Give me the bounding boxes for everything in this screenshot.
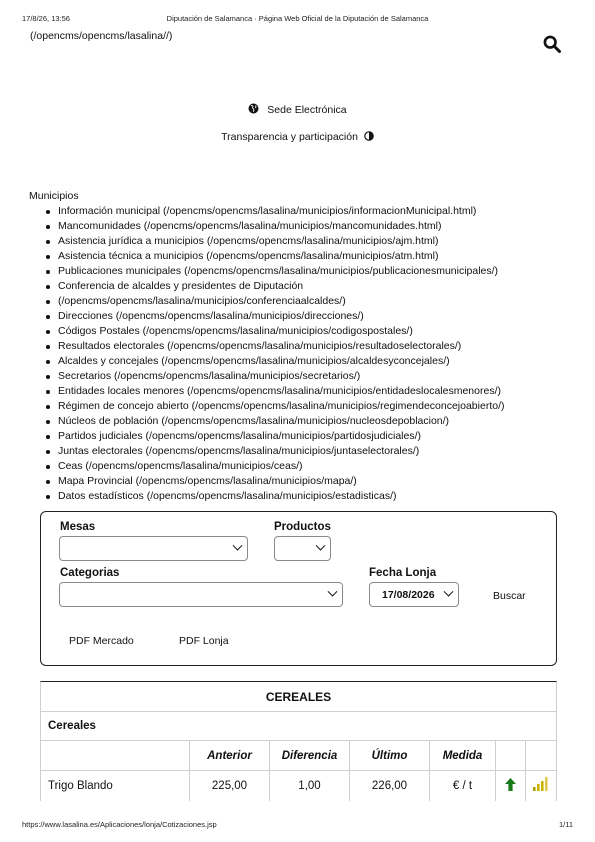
search-button[interactable] bbox=[543, 35, 561, 53]
chevron-down-icon bbox=[444, 587, 454, 597]
menu-item[interactable]: Conferencia de alcaldes y presidentes de Diputación bbox=[58, 279, 578, 294]
table-row bbox=[41, 771, 556, 801]
fecha-lonja-label: Fecha Lonja bbox=[369, 567, 437, 579]
menu-item[interactable]: Códigos Postales (/opencms/opencms/lasalina/municipios/codigospostales/) bbox=[58, 324, 578, 339]
ultimo-value: 226,00 bbox=[349, 771, 429, 801]
print-title: Diputación de Salamanca · Página Web Oficial de la Diputación de Salamanca bbox=[166, 14, 429, 23]
col-header-ultimo: Último bbox=[349, 741, 429, 771]
productos-label: Productos bbox=[274, 521, 331, 533]
menu-item[interactable]: Secretarios (/opencms/opencms/lasalina/municipios/secretarios/) bbox=[58, 369, 578, 384]
bar-chart-icon[interactable] bbox=[533, 777, 549, 791]
print-url: https://www.lasalina.es/Aplicaciones/lonja/Cotizaciones.jsp bbox=[22, 820, 217, 829]
transparencia-label: Transparencia y participación bbox=[221, 131, 358, 143]
menu-item[interactable]: Publicaciones municipales (/opencms/opencms/lasalina/municipios/publicacionesmunicipales/) bbox=[58, 264, 578, 279]
anterior-value: 225,00 bbox=[189, 771, 269, 801]
print-header bbox=[22, 14, 573, 26]
print-footer bbox=[22, 820, 573, 832]
print-date: 17/8/26, 13:56 bbox=[22, 14, 70, 23]
menu-item[interactable]: Datos estadísticos (/opencms/opencms/lasalina/municipios/estadisticas/) bbox=[58, 489, 578, 504]
menu-item[interactable]: Mancomunidades (/opencms/opencms/lasalina/municipios/mancomunidades.html) bbox=[58, 219, 578, 234]
menu-item-continuation[interactable]: (/opencms/opencms/lasalina/municipios/conferenciaalcaldes/) bbox=[58, 294, 578, 309]
menu-item[interactable]: Resultados electorales (/opencms/opencms/lasalina/municipios/resultadoselectorales/) bbox=[58, 339, 578, 354]
home-link[interactable]: (/opencms/opencms/lasalina//) bbox=[30, 30, 173, 42]
pdf-mercado-button[interactable]: PDF Mercado bbox=[69, 635, 134, 647]
menu-item[interactable]: Juntas electorales (/opencms/opencms/lasalina/municipios/juntaselectorales/) bbox=[58, 444, 578, 459]
table-header-row bbox=[41, 741, 556, 771]
menu-item[interactable]: Ceas (/opencms/opencms/lasalina/municipios/ceas/) bbox=[58, 459, 578, 474]
medida-value: € / t bbox=[429, 771, 495, 801]
subcategory-header: Cereales bbox=[41, 712, 556, 741]
col-header-product bbox=[41, 741, 189, 771]
menu-item[interactable]: Entidades locales menores (/opencms/opencms/lasalina/municipios/entidadeslocalesmenores/) bbox=[58, 384, 578, 399]
col-header-trend bbox=[495, 741, 525, 771]
sede-label: Sede Electrónica bbox=[267, 104, 347, 116]
menu-item[interactable]: Núcleos de población (/opencms/opencms/lasalina/municipios/nucleosdepoblacion/) bbox=[58, 414, 578, 429]
menu-item[interactable]: Asistencia técnica a municipios (/opencms/opencms/lasalina/municipios/atm.html) bbox=[58, 249, 578, 264]
chart-cell[interactable] bbox=[525, 771, 556, 801]
menu-title: Municipios bbox=[29, 190, 79, 202]
sede-electronica-link[interactable] bbox=[0, 103, 595, 116]
col-header-medida: Medida bbox=[429, 741, 495, 771]
pdf-lonja-button[interactable]: PDF Lonja bbox=[179, 635, 229, 647]
globe-icon bbox=[248, 103, 259, 114]
filter-form bbox=[40, 511, 557, 666]
diferencia-value: 1,00 bbox=[269, 771, 349, 801]
fecha-lonja-select[interactable] bbox=[369, 582, 459, 607]
chevron-down-icon bbox=[328, 587, 338, 597]
chevron-down-icon bbox=[233, 541, 243, 551]
magnifier-icon bbox=[543, 35, 561, 53]
contrast-icon bbox=[364, 131, 374, 141]
col-header-diferencia: Diferencia bbox=[269, 741, 349, 771]
buscar-button[interactable]: Buscar bbox=[493, 590, 526, 602]
mesas-select[interactable] bbox=[59, 536, 248, 561]
categorias-select[interactable] bbox=[59, 582, 343, 607]
menu-item[interactable]: Alcaldes y concejales (/opencms/opencms/lasalina/municipios/alcaldesyconcejales/) bbox=[58, 354, 578, 369]
col-header-anterior: Anterior bbox=[189, 741, 269, 771]
trend-cell bbox=[495, 771, 525, 801]
col-header-chart bbox=[525, 741, 556, 771]
print-page-number: 1/11 bbox=[558, 820, 573, 829]
product-name: Trigo Blando bbox=[48, 780, 113, 792]
productos-select[interactable] bbox=[274, 536, 331, 561]
category-header: CEREALES bbox=[41, 682, 556, 712]
menu-item[interactable]: Partidos judiciales (/opencms/opencms/lasalina/municipios/partidosjudiciales/) bbox=[58, 429, 578, 444]
menu-item[interactable]: Régimen de concejo abierto (/opencms/opencms/lasalina/municipios/regimendeconcejoabierto/) bbox=[58, 399, 578, 414]
menu-item[interactable]: Asistencia jurídica a municipios (/opencms/opencms/lasalina/municipios/ajm.html) bbox=[58, 234, 578, 249]
categorias-label: Categorias bbox=[60, 567, 120, 579]
menu-item[interactable]: Direcciones (/opencms/opencms/lasalina/municipios/direcciones/) bbox=[58, 309, 578, 324]
chevron-down-icon bbox=[316, 541, 326, 551]
cotizaciones-table bbox=[40, 681, 557, 801]
menu-item[interactable]: Mapa Provincial (/opencms/opencms/lasalina/municipios/mapa/) bbox=[58, 474, 578, 489]
arrow-up-icon bbox=[505, 778, 516, 791]
menu-item[interactable]: Información municipal (/opencms/opencms/lasalina/municipios/informacionMunicipal.html) bbox=[58, 204, 578, 219]
municipios-menu bbox=[58, 204, 578, 504]
fecha-lonja-value: 17/08/2026 bbox=[382, 589, 435, 601]
transparencia-link[interactable] bbox=[0, 131, 595, 143]
mesas-label: Mesas bbox=[60, 521, 96, 533]
